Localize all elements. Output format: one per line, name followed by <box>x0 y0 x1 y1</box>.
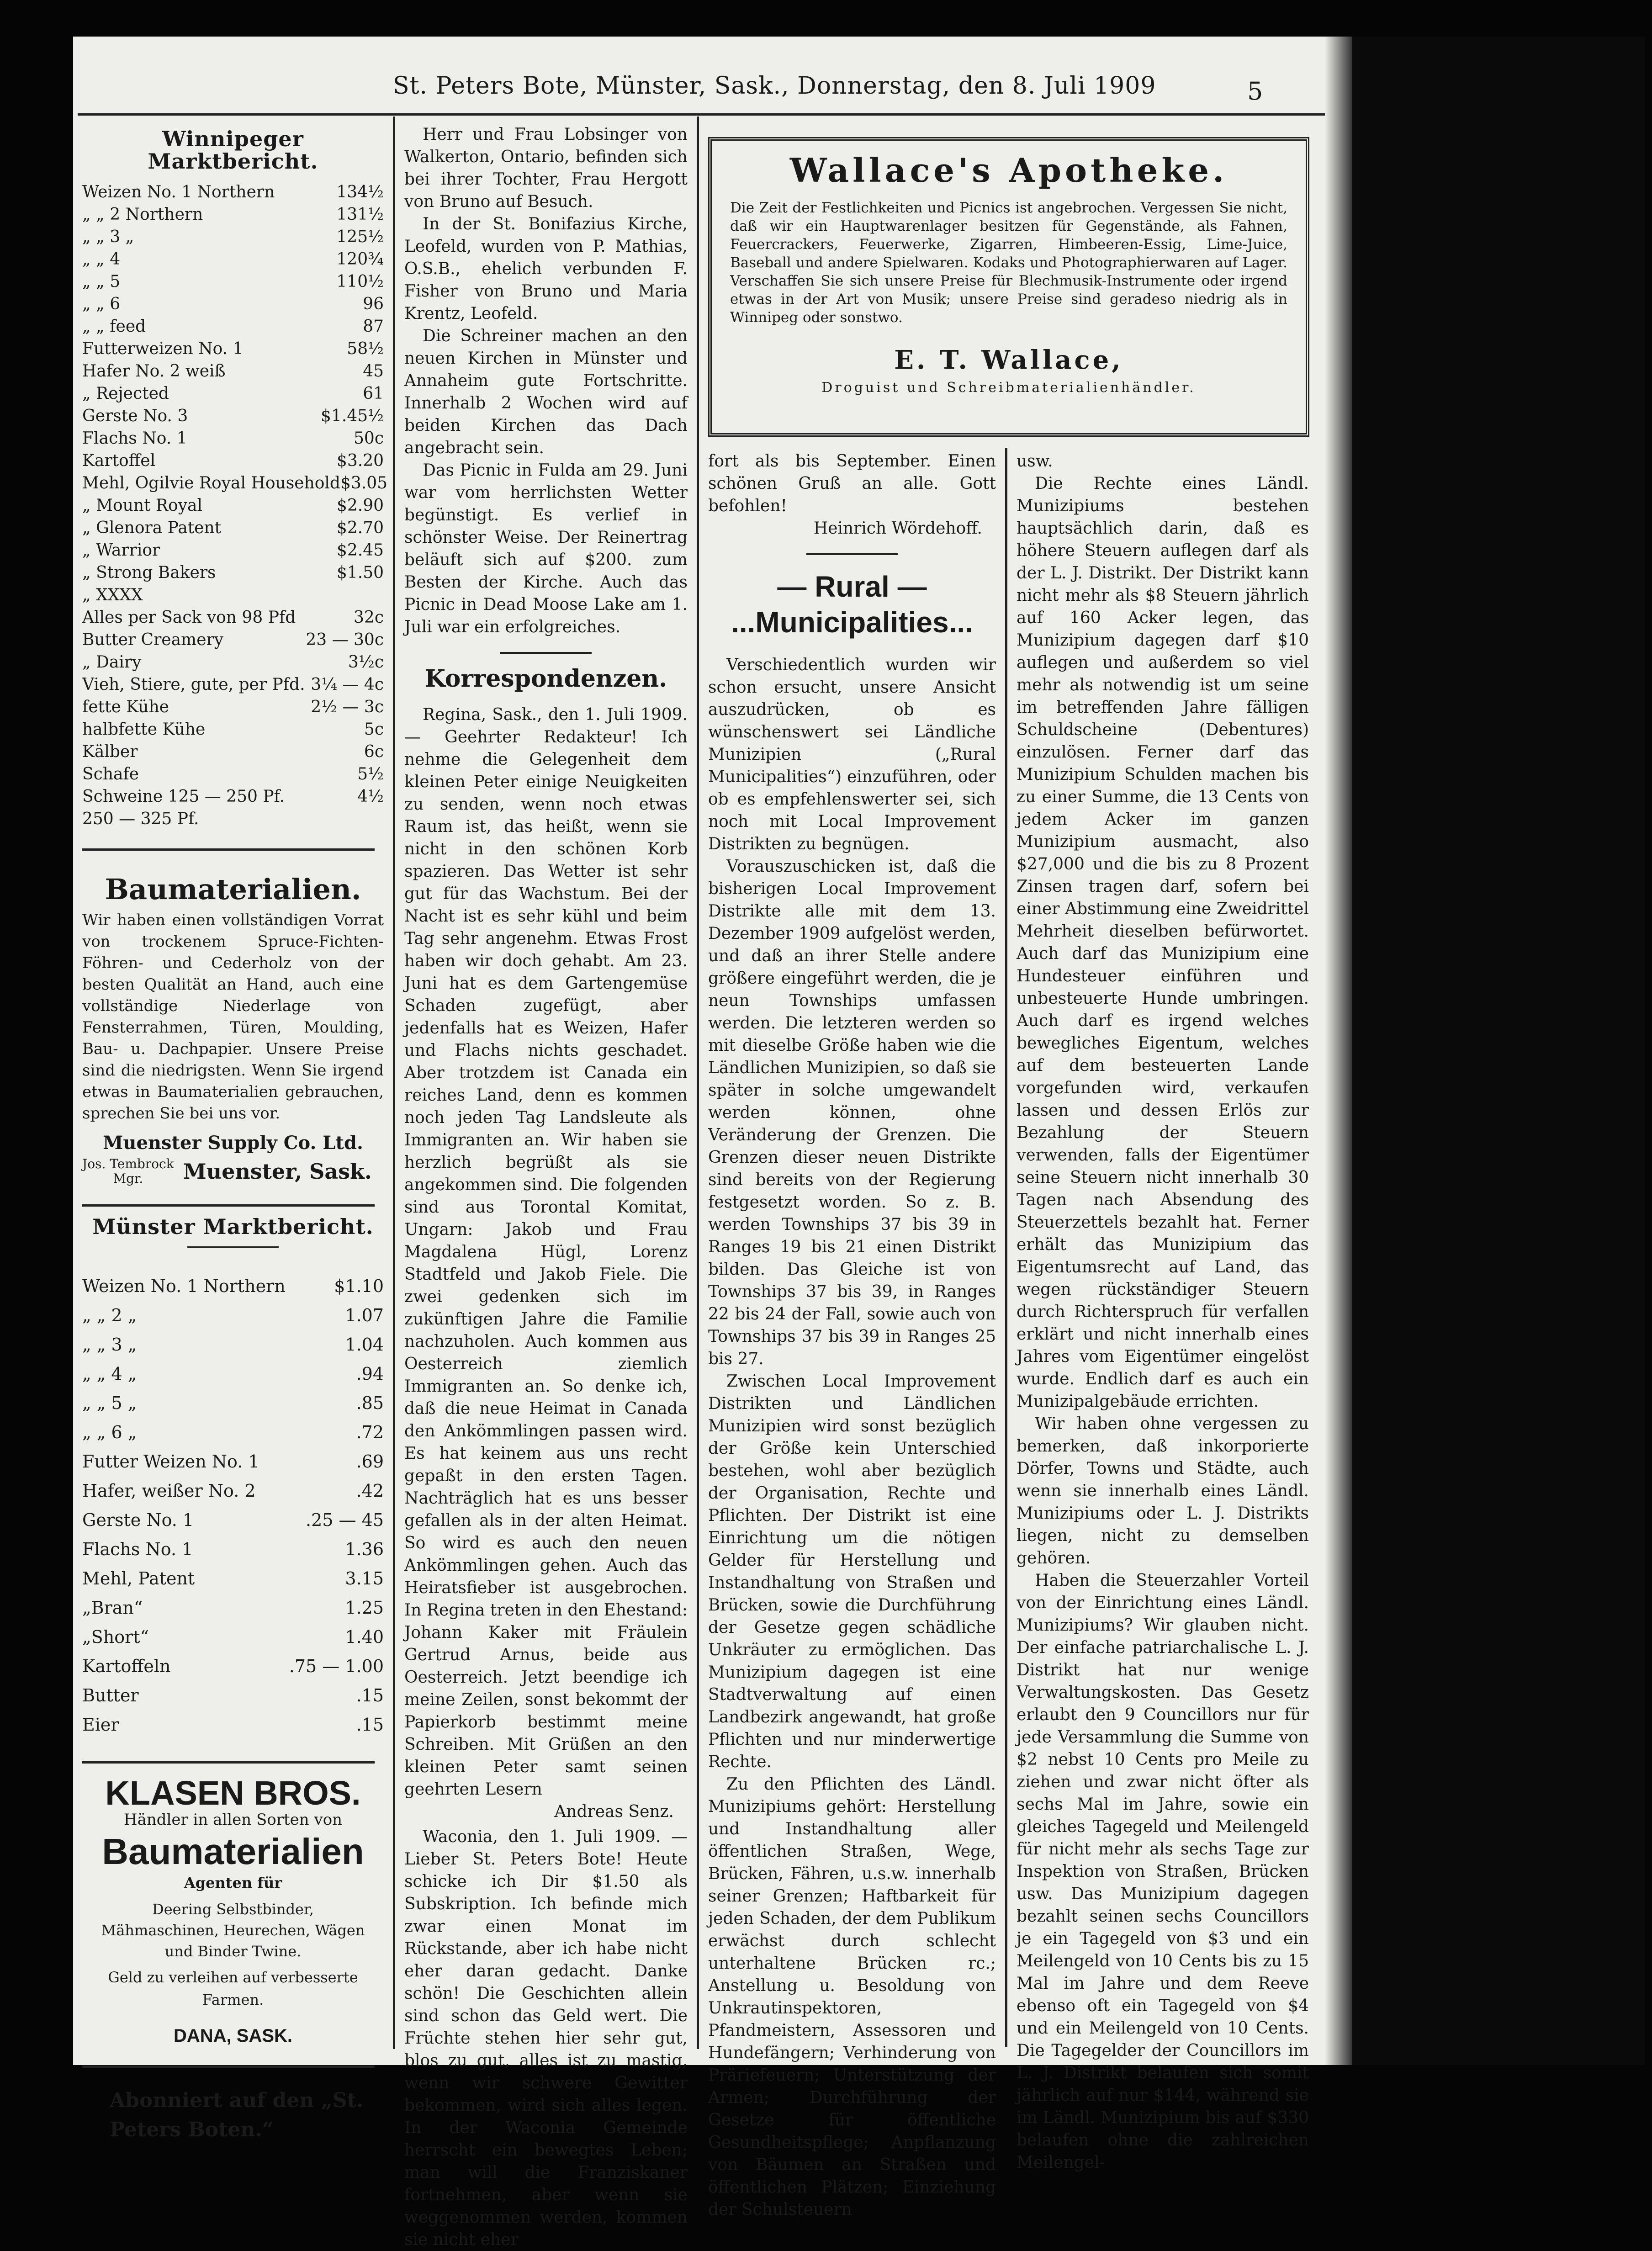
market-item: Mehl, Ogilvie Royal Household <box>82 474 340 493</box>
market-price: .75 — 1.00 <box>289 1656 384 1676</box>
market-price: 1.40 <box>345 1627 384 1647</box>
rural-p7: Haben die Steuerzahler Vorteil von der Einrichtung eines Ländl. Munizipiums? Wir glauben nicht. Der einfache patriarchalische L. J. Distrikt hat nur wenige Verwaltungskosten. Das Gesetz erlaubt den 9 Councillors nur für jede Versammlung die Summe von $2 nebst 10 Cents pro Meile zu ziehen und zwar nicht öfter als sechs Mal im Jahre, sowie ein gleiches Tagegeld und Meilengeld für nicht mehr als sechs Tage zur Inspektion von Straßen, Brücken usw. Das Munizipium dagegen bezahlt seinen sechs Councillors je ein Tagegeld von $3 und ein Meilengeld von 10 Cents bis zu 15 Mal im Jahre und dem Reeve ebenso oft ein Tagegeld von $4 und ein Meilengeld von 10 Cents. Die Tagegelder der Councillors im L. J. Distrikt belaufen sich somit jährlich auf nur $144, während sie im Ländl. Munizipium bis auf $330 belaufen ohne die zahlreichen Meilengel- <box>1017 1571 1309 2172</box>
baumaterial-ad <box>82 873 384 1186</box>
wallace-ad <box>708 137 1309 437</box>
market-price: $1.10 <box>334 1276 384 1296</box>
market-row <box>82 1684 384 1714</box>
market-row <box>82 1392 384 1421</box>
page-number: 5 <box>1247 77 1263 106</box>
wallace-title: Wallace's Apotheke. <box>789 151 1228 190</box>
page-header: St. Peters Bote, Münster, Sask., Donnerstag, den 8. Juli 1909 <box>393 72 1156 100</box>
market-item: Alles per Sack von 98 Pfd <box>82 608 296 627</box>
column-1 <box>82 123 387 2145</box>
market-item: „ „ 6 „ <box>82 1422 137 1442</box>
market-item: Futter Weizen No. 1 <box>82 1451 259 1472</box>
market-item: „ Dairy <box>82 653 142 672</box>
market-row <box>82 181 384 203</box>
market-item: „ „ 5 „ <box>82 1393 137 1413</box>
market-item: „ „ 2 „ <box>82 1305 137 1325</box>
klasen-product: Baumaterialien <box>102 1831 364 1872</box>
section-rule <box>82 2066 375 2068</box>
market-price: 5½ <box>357 765 384 784</box>
market-price: 6c <box>364 742 384 761</box>
market-item: „ Mount Royal <box>82 496 203 515</box>
rural-p1: Verschiedentlich wurden wir schon ersucht, unsere Ansicht auszudrücken, ob es wünschenswert sei Ländliche Munizipien („Rural Municipalities“) einzuführen, oder ob es empfehlenswerter sei, sich noch mit Local Improvement Distrikten zu begnügen. <box>708 656 996 853</box>
market-price: .25 — 45 <box>306 1510 384 1530</box>
market-price: $2.45 <box>336 541 384 560</box>
market-price: 96 <box>363 295 384 313</box>
market-row <box>82 1655 384 1684</box>
market-row <box>82 472 387 494</box>
market-price: .94 <box>356 1364 384 1384</box>
klasen-ad <box>82 1774 384 2047</box>
news-churches: Die Schreiner machen an den neuen Kirchen in Münster und Annaheim gute Fortschritte. Innerhalb 2 Wochen wird auf beiden Kirchen das Dach angebracht sein. <box>404 327 688 457</box>
market-price: $2.70 <box>336 519 384 537</box>
column-4 <box>1017 450 1309 2174</box>
market-price: 3.15 <box>345 1568 384 1589</box>
market-item: „ „ 5 <box>82 272 121 291</box>
market-price: 1.25 <box>345 1598 384 1618</box>
wallace-name: E. T. Wallace, <box>894 345 1123 375</box>
market-row <box>82 270 384 293</box>
rural-continuation: usw. <box>1017 452 1053 471</box>
market-price: 125½ <box>336 228 384 246</box>
klasen-line1: Händler in allen Sorten von <box>123 1811 343 1829</box>
market-item: „ „ 3 „ <box>82 1335 137 1355</box>
klasen-name: KLASEN BROS. <box>105 1774 361 1812</box>
baumaterial-location: Muenster, Sask. <box>183 1159 372 1184</box>
market-item: Gerste No. 1 <box>82 1510 194 1530</box>
market-price: $3.20 <box>336 451 384 470</box>
market-price: 110½ <box>336 272 384 291</box>
market-row <box>82 561 384 584</box>
market-row <box>82 606 384 629</box>
letter-signature: Heinrich Wördehoff. <box>813 519 982 538</box>
market-item: Kartoffeln <box>82 1656 171 1676</box>
market-row <box>82 293 384 315</box>
correspondence-heading: Korrespondenzen. <box>424 665 667 693</box>
page-edge-shadow <box>1348 37 1645 2065</box>
letter-regina: Regina, Sask., den 1. Juli 1909. — Geehrter Redakteur! Ich nehme die Gelegenheit dem kleinen Peter einige Neuigkeiten zu senden, wenn noch etwas Raum ist, das heißt, wenn sie nicht in den schönen Korb spazieren. Das Wetter ist sehr gut für das Wachstum. Bei der Nacht ist es sehr kühl und beim Tag sehr angenehm. Etwas Frost haben wir doch gehabt. Am 23. Juni hat es dem Gartengemüse Schaden zugefügt, aber jedenfalls hat es Weizen, Hafer und Flachs nichts geschadet. Aber trotzdem ist Canada ein reiches Land, denn es kommen noch jeden Tag Landsleute als Immigranten an. Wir haben sie herzlich begrüßt als sie angekommen sind. Die folgenden sind aus Torontal Komitat, Ungarn: Jakob und Frau Magdalena Hügl, Lorenz Stadtfeld und Jakob Fiele. Die zwei gedenken sich im zukünftigen Jahre die Familie nachzuholen. Auch kommen aus Oesterreich ziemlich Immigranten an. So denke ich, daß die neue Heimat in Canada den Ankömmlingen passen wird. Es hat keinem aus uns recht gepaßt in den ersten Tagen. Nachträglich hat es uns besser gefallen als in der alten Heimat. So wird es auch den neuen Ankömmlingen gehen. Auch das Heiratsfieber ist ausgebrochen. In Regina treten in den Ehestand: Johann Kaker mit Fräulein Gertrud Arnus, beide aus Oesterreich. Jetzt beendige ich meine Zeilen, sonst bekommt der Papierkorb bestimmt meine Schreiben. Mit Grüßen an den kleinen Peter samt seinen geehrten Lesern <box>404 705 688 1799</box>
market-item: Eier <box>82 1715 119 1735</box>
rural-p6: Wir haben ohne vergessen zu bemerken, daß inkorporierte Dörfer, Towns und Städte, auch wenn sie innerhalb eines Ländl. Munizipiums oder L. J. Distrikts liegen, nicht zu demselben gehören. <box>1017 1414 1309 1568</box>
market-item: „ „ 6 <box>82 295 121 313</box>
market-row <box>82 1480 384 1509</box>
market-row <box>82 1275 384 1304</box>
market-item: Schafe <box>82 765 139 784</box>
market-item: „ Glenora Patent <box>82 519 222 537</box>
column-rule-3 <box>1005 448 1007 2047</box>
rural-heading-2: ...Municipalities... <box>731 606 973 639</box>
letter-continuation: fort als bis September. Einen schönen Gruß an alle. Gott befohlen! <box>708 452 996 515</box>
market-row <box>82 1334 384 1363</box>
market-price: 131½ <box>336 205 384 224</box>
market-row <box>82 673 384 696</box>
market-row <box>82 494 384 517</box>
letter-regina-signature: Andreas Senz. <box>554 1802 674 1821</box>
market-price: .42 <box>356 1481 384 1501</box>
section-rule <box>187 1246 279 1248</box>
newspaper-page <box>73 37 1645 2249</box>
market-row <box>82 651 384 673</box>
rural-p5: Die Rechte eines Ländl. Munizipiums bestehen hauptsächlich darin, daß es höhere Steuern auflegen darf als der L. J. Distrikt. Der Distrikt kann nicht mehr als $8 Steuern jährlich auf 160 Acker legen, das Munizipium dagegen darf $10 auflegen und außerdem so viel mehr als notwendig ist um seine im betreffenden Jahre fälligen Schuldscheine (Debentures) einzulösen. Ferner darf das Munizipium Schulden machen bis zu einer Summe, die 13 Cents von jedem Acker im ganzen Munizipium ausmacht, also $27,000 und die bis zu 8 Prozent Zinsen tragen darf, sofern bei einer Abstimmung eine Zweidrittel Mehrheit dieselben befürwortet. Auch darf das Munizipium eine Hundesteuer einführen und unbesteuerte Hunde umbringen. Auch darf es irgend welches bewegliches Eigentum, welches auf dem besteuerten Lande vorgefunden wird, verkaufen lassen und dessen Erlös zur Bezahlung der Steuern verwenden, falls der Eigentümer seine Steuern nicht innerhalb 30 Tagen nach Absendung des Steuerzettels bezahlt hat. Ferner erhält das Munizipium das Eigentumsrecht auf Land, das wegen rückständiger Steuern durch Richterspruch für verfallen erklärt und nicht innerhalb eines Jahres vom Eigentümer eingelöst wurde. Endlich darf es auch ein Munizipalgebäude errichten. <box>1017 474 1309 1411</box>
subscribe-notice: Abonniert auf den „St. Peters Boten.“ <box>110 2089 364 2141</box>
market-row <box>82 741 384 763</box>
rural-heading-1: — Rural — <box>777 570 927 603</box>
market-row <box>82 226 384 248</box>
separator <box>500 652 592 654</box>
market-price: 1.04 <box>345 1335 384 1355</box>
section-rule <box>82 848 375 851</box>
winnipeg-market-table <box>82 181 387 830</box>
market-row <box>82 1363 384 1392</box>
market-row <box>82 1626 384 1655</box>
section-rule <box>82 1761 375 1764</box>
market-item: Mehl, Patent <box>82 1568 195 1589</box>
muenster-market-title: Münster Marktbericht. <box>92 1214 374 1239</box>
market-item: halbfette Kühe <box>82 720 206 739</box>
market-price: 5c <box>364 720 384 739</box>
market-item: „ XXXX <box>82 586 143 604</box>
market-price: $3.05 <box>340 474 387 493</box>
market-item: Hafer No. 2 weiß <box>82 362 226 381</box>
market-item: Weizen No. 1 Northern <box>82 183 275 201</box>
market-item: Gerste No. 3 <box>82 407 188 425</box>
market-item: „ „ 4 <box>82 250 121 269</box>
market-row <box>82 1538 384 1568</box>
klasen-agents: Agenten für <box>184 1874 282 1891</box>
winnipeg-market-title: Winnipeger Marktbericht. <box>148 127 318 174</box>
market-price: $1.50 <box>336 563 384 582</box>
market-item: 250 — 325 Pf. <box>82 810 199 828</box>
market-row <box>82 785 384 808</box>
market-item: „Bran“ <box>82 1598 143 1618</box>
market-price: 4½ <box>357 787 384 806</box>
market-row <box>82 1421 384 1451</box>
news-picnic: Das Picnic in Fulda am 29. Juni war vom herrlichsten Wetter begünstigt. Es verlief in schönster Weise. Der Reinertrag beläuft sich auf $200. zum Besten der Kirche. Auch das Picnic in Dead Moose Lake am 1. Juli war ein erfolgreiches. <box>404 461 688 636</box>
market-item: „ „ 3 „ <box>82 228 134 246</box>
section-rule <box>82 1204 375 1207</box>
baumaterial-company: Muenster Supply Co. Ltd. <box>103 1132 363 1154</box>
market-item: „ „ feed <box>82 317 146 336</box>
market-row <box>82 1714 384 1743</box>
market-row <box>82 584 384 606</box>
news-lobsinger: Herr und Frau Lobsinger von Walkerton, Ontario, befinden sich bei ihrer Tochter, Frau Hergott von Bruno auf Besuch. <box>404 125 688 211</box>
market-price: 58½ <box>347 339 384 358</box>
market-item: „ Rejected <box>82 384 169 403</box>
market-price: .69 <box>356 1451 384 1472</box>
column-2 <box>404 123 688 2251</box>
column-rule-1 <box>393 117 395 2049</box>
market-row <box>82 203 384 226</box>
market-row <box>82 1304 384 1334</box>
market-row <box>82 539 384 561</box>
market-price: 1.36 <box>345 1539 384 1559</box>
market-row <box>82 405 384 427</box>
market-item: Weizen No. 1 Northern <box>82 1276 286 1296</box>
market-row <box>82 517 384 539</box>
market-row <box>82 248 384 270</box>
baumaterial-title: Baumaterialien. <box>105 873 361 906</box>
wallace-subtitle: Droguist und Schreibmaterialienhändler. <box>821 380 1196 396</box>
market-row <box>82 1568 384 1597</box>
market-item: Schweine 125 — 250 Pf. <box>82 787 285 806</box>
market-price: 3¼ — 4c <box>311 675 384 694</box>
market-row <box>82 427 384 450</box>
market-row <box>82 629 384 651</box>
letter-waconia: Waconia, den 1. Juli 1909. — Lieber St. Peters Bote! Heute schicke ich Dir $1.50 als Subskription. Ich befinde mich zwar einen Monat im Rückstande, aber ich habe nicht eher daran gedacht. Danke schön! Die Geschichten allein sind schon das Geld wert. Die Früchte stehen hier sehr gut, blos zu gut, alles ist zu mastig, wenn wir schwere Gewitter bekommen, wird sich alles legen. In der Waconia Gemeinde herrscht ein bewegtes Leben; man will die Franziskaner fortnehmen, aber wenn sie weggenommen werden, kommen sie nicht eher <box>404 1827 688 2249</box>
market-row <box>82 382 384 405</box>
market-row <box>82 338 384 360</box>
rural-p2: Vorauszuschicken ist, daß die bisherigen Local Improvement Distrikte alle mit dem 13. Dezember 1909 aufgelöst werden, und daß an ihrer Stelle andere größere eingeführt werden, die je neun Townships umfassen werden. Die letzteren werden so mit dieselbe Größe haben wie die Ländlichen Munizipien, so daß sie später in solche umgewandelt werden können, ohne Veränderung der Grenzen. Die Grenzen dieser neuen Distrikte sind bereits von der Regierung festgesetzt worden. So z. B. werden Townships 37 bis 39 in Ranges 19 bis 21 einen Distrikt bilden. Das Gleiche ist von Townships 37 bis 39, in Ranges 22 bis 24 der Fall, sowie auch von Townships 37 bis 39 in Ranges 25 bis 27. <box>708 857 996 1368</box>
market-item: Kartoffel <box>82 451 156 470</box>
market-row <box>82 696 384 718</box>
market-price: $1.45½ <box>321 407 384 425</box>
market-item: Butter Creamery <box>82 630 224 649</box>
market-price: $2.90 <box>336 496 384 515</box>
market-item: „ „ 4 „ <box>82 1364 137 1384</box>
market-item: Vieh, Stiere, gute, per Pfd. <box>82 675 305 694</box>
market-price: 50c <box>354 429 384 448</box>
klasen-location: DANA, SASK. <box>173 2026 293 2046</box>
separator <box>806 553 898 555</box>
market-price: 134½ <box>336 183 384 201</box>
market-row <box>82 808 384 830</box>
baumaterial-manager: Jos. Tembrock <box>82 1156 174 1171</box>
market-item: Flachs No. 1 <box>82 429 187 448</box>
market-row <box>82 763 384 785</box>
market-price: 87 <box>363 317 384 336</box>
market-price: .15 <box>356 1685 384 1705</box>
market-price: 120¾ <box>336 250 384 269</box>
market-item: „ Warrior <box>82 541 160 560</box>
market-price: 3½c <box>348 653 384 672</box>
market-row <box>82 1451 384 1480</box>
rural-p4: Zu den Pflichten des Ländl. Munizipiums gehört: Herstellung und Instandhaltung aller öffentlichen Straßen, Wege, Brücken, Fähren, u.s.w. innerhalb seiner Grenzen; Haftbarkeit für jeden Schaden, der dem Publikum erwächst durch schlecht unterhaltene Brücken rc.; Anstellung u. Besoldung von Unkrautinspektoren, Pfandmeistern, Assessoren und Hundefängern; Verhinderung von Präriefeuern; Unterstützung der Armen; Durchführung der Gesetze für öffentliche Gesundheitspflege; Anpflanzung von Bäumen an Straßen und öffentlichen Plätzen; Einziehung der Schulsteuern <box>708 1775 996 2219</box>
market-price: 32c <box>354 608 384 627</box>
market-item: „Short“ <box>82 1627 149 1647</box>
page-fold <box>1325 37 1352 2065</box>
column-rule-2 <box>697 117 699 2049</box>
news-wedding: In der St. Bonifazius Kirche, Leofeld, wurden von P. Mathias, O.S.B., ehelich verbunden F. Fisher von Bruno und Maria Krentz, Leofeld. <box>404 215 688 323</box>
market-row <box>82 718 384 741</box>
market-item: fette Kühe <box>82 698 169 716</box>
market-item: Futterweizen No. 1 <box>82 339 244 358</box>
klasen-goods: Deering Selbstbinder, Mähmaschinen, Heurechen, Wägen und Binder Twine. <box>101 1901 365 1960</box>
market-price: 45 <box>363 362 384 381</box>
market-price: 2½ — 3c <box>311 698 384 716</box>
market-price: 23 — 30c <box>306 630 384 649</box>
market-price: 1.07 <box>345 1305 384 1325</box>
market-item: „ Strong Bakers <box>82 563 216 582</box>
market-item: Hafer, weißer No. 2 <box>82 1481 256 1501</box>
wallace-text: Die Zeit der Festlichkeiten und Picnics ist angebrochen. Vergessen Sie nicht, daß wir ein Hauptwarenlager besitzen für Gegenstände, als Fahnen, Feuercrackers, Feuerwerke, Zigarren, Himbeeren-Essig, Lime-Juice, Baseball und andere Spielwaren. Kodaks und Photographierwaren auf Lager. Verschaffen Sie sich unsere Preise für Blechmusik-Instrumente oder irgend etwas in der Art von Musik; unsere Preise sind geradeso niedrig als in Winnipeg oder sonstwo. <box>730 200 1287 326</box>
market-row <box>82 450 384 472</box>
rural-p3: Zwischen Local Improvement Distrikten und Ländlichen Munizipien wird sonst bezüglich der Größe kein Unterschied bestehen, wohl aber bezüglich der Organisation, Rechte und Pflichten. Der Distrikt ist eine Einrichtung um die nötigen Gelder für Herstellung und Instandhaltung von Straßen und Brücken, sowie die Durchführung der Gesetze gegen schädliche Unkräuter zu ermöglichen. Das Munizipium dagegen ist eine Stadtverwaltung auf einen Landbezirk angewandt, hat große Pflichten und nur minderwertige Rechte. <box>708 1372 996 1771</box>
baumaterial-manager-title: Mgr. <box>113 1171 143 1186</box>
market-item: Butter <box>82 1685 139 1705</box>
column-3 <box>708 450 996 2221</box>
market-row <box>82 1509 384 1538</box>
klasen-loans: Geld zu verleihen auf verbesserte Farmen. <box>108 1969 358 2008</box>
market-row <box>82 360 384 382</box>
market-item: „ „ 2 Northern <box>82 205 203 224</box>
market-item: Flachs No. 1 <box>82 1539 193 1559</box>
market-price: .72 <box>356 1422 384 1442</box>
baumaterial-text: Wir haben einen vollständigen Vorrat von trockenem Spruce-Fichten-Föhren- und Cederholz von der besten Qualität an Hand, auch eine vollständige Niederlage von Fensterrahmen, Türen, Moulding, Bau- u. Dachpapier. Unsere Preise sind die niedrigsten. Wenn Sie irgend etwas in Baumaterialien gebrauchen, sprechen Sie bei uns vor. <box>82 911 384 1123</box>
market-row <box>82 315 384 338</box>
muenster-market-table <box>82 1275 384 1743</box>
market-row <box>82 1597 384 1626</box>
market-item: Kälber <box>82 742 138 761</box>
market-price: 61 <box>363 384 384 403</box>
market-price: .85 <box>356 1393 384 1413</box>
market-price: .15 <box>356 1715 384 1735</box>
